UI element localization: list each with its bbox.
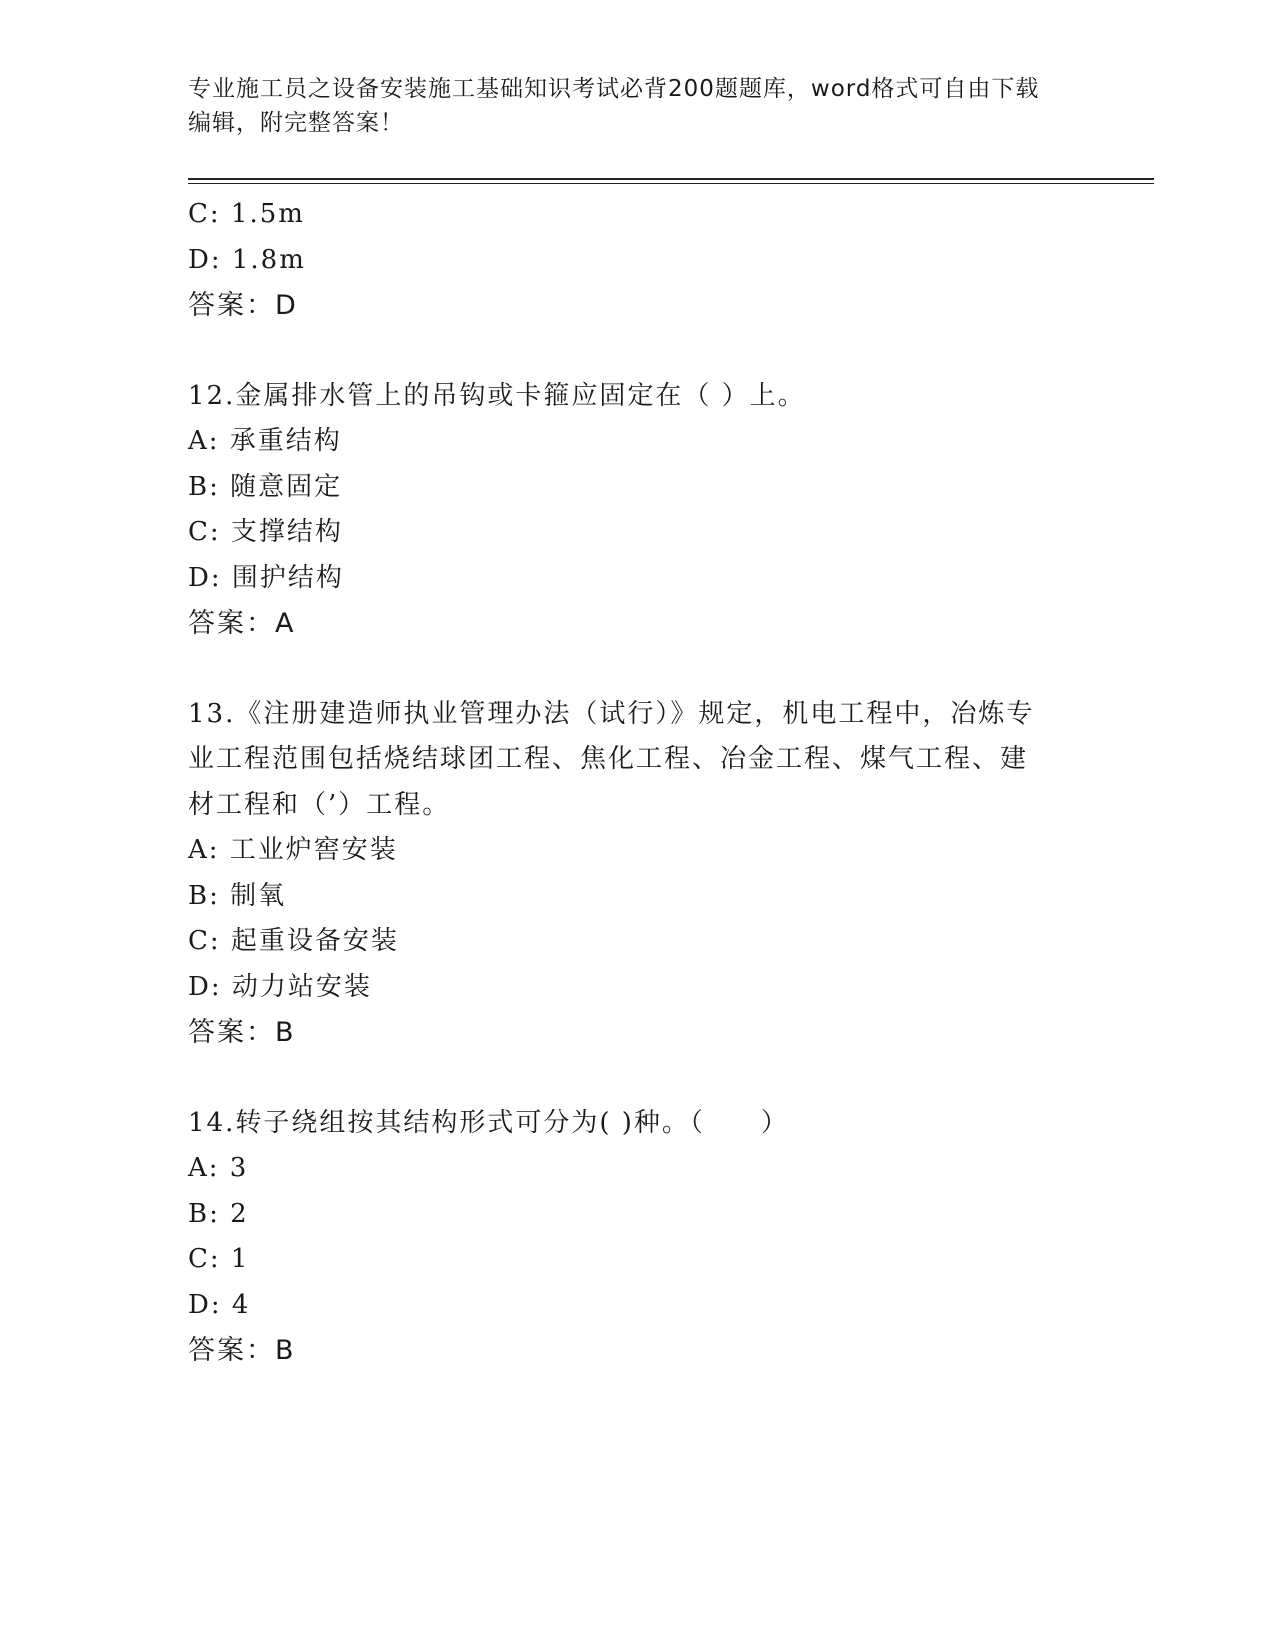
option-d: D: 4: [188, 1289, 251, 1320]
document-header: [188, 72, 1088, 140]
question-stem-line-1: 13.《注册建造师执业管理办法（试行）》规定，机电工程中，冶炼专: [188, 698, 1035, 729]
header-line-1: 专业施工员之设备安装施工基础知识考试必背200题题库，word格式可自由下载: [188, 76, 1040, 102]
answer-line: 答案：D: [188, 290, 298, 321]
option-c: C: 1.5m: [188, 199, 305, 229]
question-stem-line-3: 材工程和（’）工程。: [188, 789, 451, 820]
option-b: B: 制氧: [188, 880, 287, 911]
option-d: D: 围护结构: [188, 562, 344, 593]
answer-line: 答案：B: [188, 1017, 296, 1048]
option-c: C: 起重设备安装: [188, 926, 399, 956]
option-d: D: 动力站安装: [188, 971, 372, 1002]
option-a: A: 承重结构: [188, 426, 342, 456]
header-line-2: 编辑，附完整答案！: [188, 110, 404, 136]
option-d: D: 1.8m: [188, 244, 306, 275]
option-c: C: 1: [188, 1244, 250, 1274]
answer-line: 答案：A: [188, 608, 296, 639]
question-14: [188, 1101, 1088, 1374]
spacer: [188, 1056, 1088, 1101]
spacer: [188, 329, 1088, 374]
question-list: [188, 192, 1088, 1374]
question-11-continuation: [188, 192, 1088, 329]
header-divider-thick: [188, 178, 1154, 180]
question-stem: 14.转子绕组按其结构形式可分为( )种。（ ）: [188, 1107, 789, 1138]
question-12: [188, 374, 1088, 647]
question-stem-line-2: 业工程范围包括烧结球团工程、焦化工程、冶金工程、煤气工程、建: [188, 744, 1029, 774]
option-a: A: 工业炉窖安装: [188, 835, 398, 865]
option-b: B: 2: [188, 1198, 249, 1229]
option-a: A: 3: [188, 1153, 249, 1183]
answer-line: 答案：B: [188, 1335, 296, 1366]
header-divider-thin: [188, 183, 1154, 184]
option-c: C: 支撑结构: [188, 517, 343, 547]
spacer: [188, 647, 1088, 692]
option-b: B: 随意固定: [188, 471, 343, 502]
question-stem: 12.金属排水管上的吊钩或卡箍应固定在（ ）上。: [188, 380, 806, 411]
question-13: [188, 692, 1088, 1056]
